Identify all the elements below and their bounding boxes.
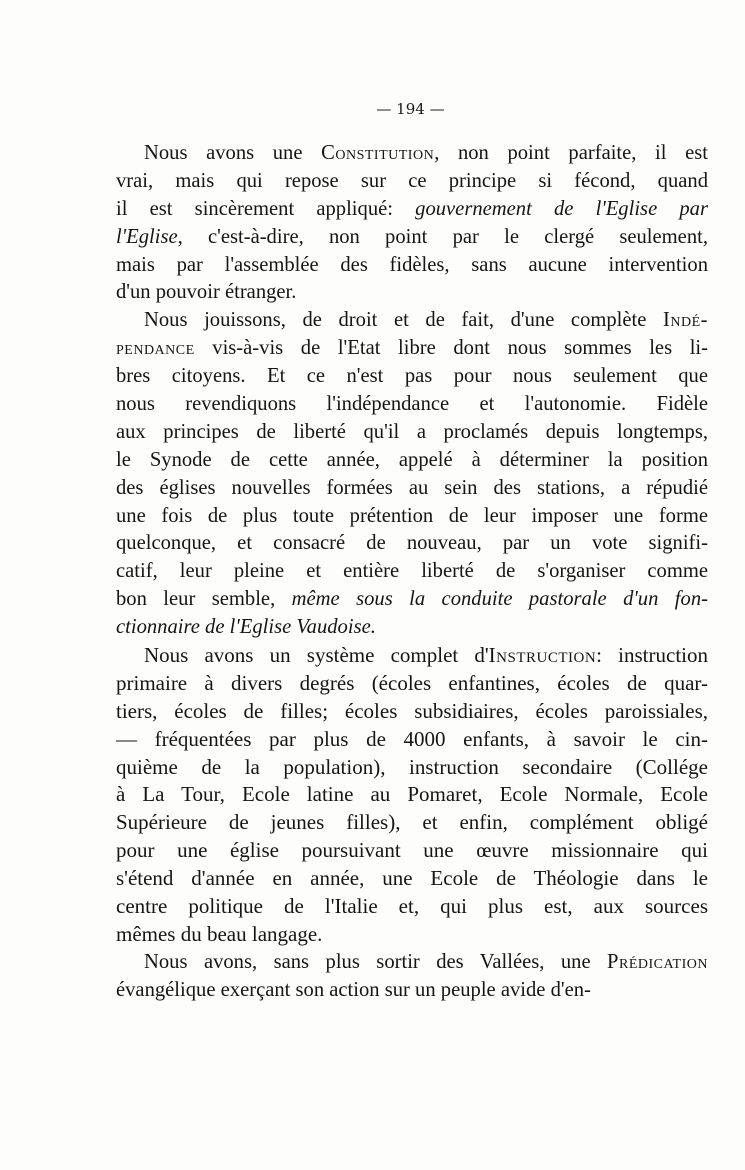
text-run: pour une église poursuivant une œuvre missionnaire qui — [116, 838, 708, 863]
text-line — [116, 837, 708, 865]
italic-phrase: même sous la conduite pastorale d'un fon- — [291, 588, 708, 611]
text-line — [116, 726, 708, 754]
text-run: , non point parfaite, il est — [434, 142, 708, 164]
text-line — [116, 224, 708, 252]
text-run: , c'est-à-dire, non point par le clergé seulement, — [177, 225, 708, 248]
text-run: Nous avons une — [144, 142, 322, 164]
paragraph — [116, 949, 708, 1005]
text-line — [116, 921, 708, 949]
text-line — [116, 335, 708, 363]
text-run: d'un pouvoir étranger. — [116, 281, 297, 304]
text-line — [116, 754, 708, 782]
text-line — [116, 781, 708, 809]
page-number: — 194 — — [376, 100, 445, 118]
small-caps-term: pendance — [116, 337, 195, 360]
text-run: — fréquentées par plus de 4000 enfants, à savoir le cin- — [116, 726, 708, 751]
text-line — [116, 558, 708, 586]
text-line — [116, 642, 708, 670]
text-line — [116, 196, 708, 224]
text-run: quelconque, et consacré de nouveau, par un vote signifi- — [116, 532, 708, 555]
text-line — [116, 391, 708, 419]
text-run: tiers, écoles de filles; écoles subsidiaires, écoles paroissiales, — [116, 698, 708, 723]
text-line — [116, 893, 708, 921]
text-line — [116, 809, 708, 837]
italic-phrase: ctionnaire de l'Eglise Vaudoise. — [116, 616, 376, 639]
italic-phrase: gouvernement de l'Eglise par — [415, 197, 708, 220]
text-run: : instruction — [596, 643, 708, 668]
text-line — [116, 614, 708, 642]
text-run: Supérieure de jeunes filles), et enfin, complément obligé — [116, 810, 708, 835]
text-line — [116, 419, 708, 447]
text-run: le Synode de cette année, appelé à déterminer la position — [116, 448, 708, 471]
text-line — [116, 475, 708, 503]
text-run: Nous jouissons, de droit et de fait, d'une complète — [144, 309, 663, 332]
text-run: Nous avons, sans plus sortir des Vallées, une — [144, 950, 608, 973]
text-run: bres citoyens. Et ce n'est pas pour nous seulement que — [116, 365, 708, 388]
text-run: à La Tour, Ecole latine au Pomaret, Ecole Normale, Ecole — [116, 782, 708, 807]
text-line — [116, 140, 708, 168]
text-run: vis-à-vis de l'Etat libre dont nous sommes les li- — [194, 337, 708, 360]
text-line — [116, 530, 708, 558]
small-caps-term: Prédication — [607, 950, 708, 973]
text-line — [116, 977, 708, 1005]
text-line — [116, 670, 708, 698]
text-run: centre politique de l'Italie et, qui plus est, aux sources — [116, 894, 708, 919]
text-run: Nous avons un système complet d' — [144, 643, 489, 668]
text-run: bon leur semble, — [116, 588, 292, 611]
paragraph — [116, 140, 708, 307]
text-line — [116, 252, 708, 280]
paragraph — [116, 642, 708, 949]
text-line — [116, 698, 708, 726]
text-run: une fois de plus toute prétention de leur imposer une forme — [116, 504, 708, 527]
text-line — [116, 168, 708, 196]
paragraph — [116, 307, 708, 642]
text-line — [116, 949, 708, 977]
text-line — [116, 363, 708, 391]
text-run: catif, leur pleine et entière liberté de s'organiser comme — [116, 560, 708, 583]
text-run: mêmes du beau langage. — [116, 921, 323, 946]
small-caps-term: Constitution — [321, 142, 435, 164]
text-line — [116, 586, 708, 614]
text-run: primaire à divers degrés (écoles enfantines, écoles de quar- — [116, 670, 708, 695]
small-caps-term: Instruction — [488, 643, 597, 668]
text-line — [116, 307, 708, 335]
text-run: s'étend d'année en année, une Ecole de Théologie dans le — [116, 866, 708, 891]
text-run: vrai, mais qui repose sur ce principe si fécond, quand — [116, 169, 708, 192]
text-line — [116, 279, 708, 307]
small-caps-term: Indé- — [663, 309, 708, 332]
text-line — [116, 447, 708, 475]
text-run: évangélique exerçant son action sur un peuple avide d'en- — [116, 978, 591, 1001]
italic-phrase: l'Eglise — [116, 225, 178, 248]
text-line — [116, 865, 708, 893]
body-text — [116, 140, 708, 1005]
text-line — [116, 503, 708, 531]
text-run: mais par l'assemblée des fidèles, sans aucune intervention — [116, 253, 708, 276]
text-run: des églises nouvelles formées au sein des stations, a répudié — [116, 476, 708, 499]
text-run: nous revendiquons l'indépendance et l'autonomie. Fidèle — [116, 393, 708, 416]
text-run: aux principes de liberté qu'il a proclamés depuis longtemps, — [116, 420, 708, 443]
text-run: il est sincèrement appliqué: — [116, 197, 416, 220]
text-run: quième de la population), instruction secondaire (Collége — [116, 754, 708, 779]
